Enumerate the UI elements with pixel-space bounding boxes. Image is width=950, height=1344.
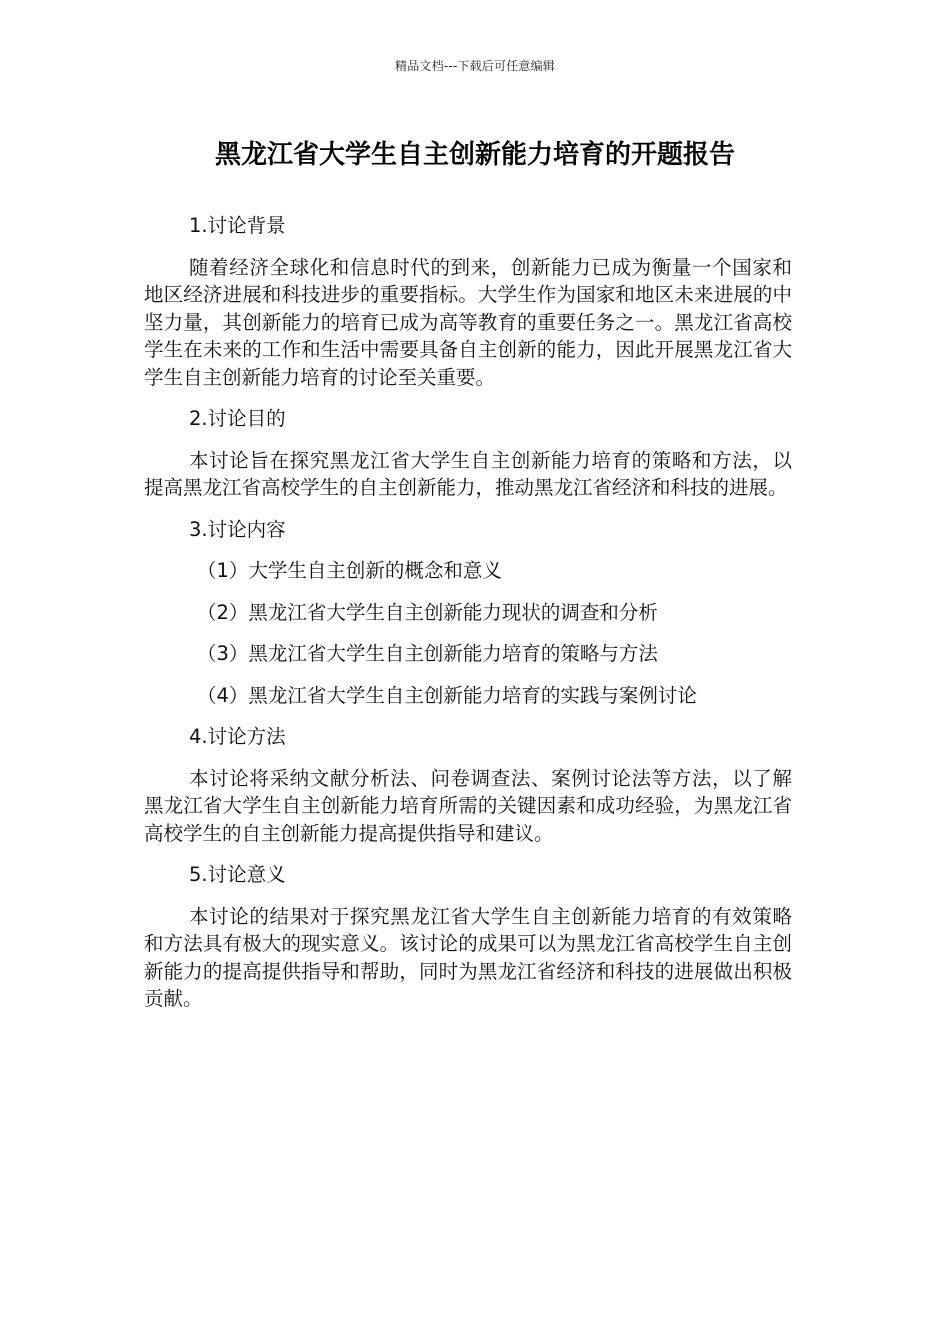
section-heading-significance: 5.讨论意义 (189, 863, 286, 886)
header-note: 精品文档---下载后可任意编辑 (395, 59, 555, 73)
section-body-background: 随着经济全球化和信息时代的到来，创新能力已成为衡量一个国家和地区经济进展和科技进步的重要指标。大学生作为国家和地区未来进展的中坚力量，其创新能力的培育已成为高等教育的重要任务之一。黑龙江省高校学生在未来的工作和生活中需要具备自主创新的能力，因此开展黑龙江省大学生自主创新能力培育的讨论至关重要。 (144, 255, 792, 389)
section-heading-content: 3.讨论内容 (189, 517, 286, 541)
list-item: （4）黑龙江省大学生自主创新能力培育的实践与案例讨论 (197, 683, 697, 707)
list-item: （3）黑龙江省大学生自主创新能力培育的策略与方法 (197, 642, 658, 665)
content-list (144, 557, 792, 709)
section-body-significance: 本讨论的结果对于探究黑龙江省大学生自主创新能力培育的有效策略和方法具有极大的现实意义。该讨论的成果可以为黑龙江省高校学生自主创新能力的提高提供指导和帮助，同时为黑龙江省经济和科技的进展做出积极贡献。 (144, 904, 792, 1010)
section-heading-method: 4.讨论方法 (189, 725, 286, 748)
list-item: （2）黑龙江省大学生自主创新能力现状的调查和分析 (197, 600, 658, 624)
section-heading-purpose: 2.讨论目的 (189, 407, 286, 430)
section-heading-background: 1.讨论背景 (189, 214, 286, 237)
document-body (144, 212, 792, 1027)
section-body-method: 本讨论将采纳文献分析法、问卷调查法、案例讨论法等方法，以了解黑龙江省大学生自主创新能力培育所需的关键因素和成功经验，为黑龙江省高校学生的自主创新能力提高提供指导和建议。 (144, 766, 792, 845)
document-title: 黑龙江省大学生自主创新能力培育的开题报告 (214, 140, 735, 170)
section-body-purpose: 本讨论旨在探究黑龙江省大学生自主创新能力培育的策略和方法，以提高黑龙江省高校学生的自主创新能力，推动黑龙江省经济和科技的进展。 (144, 448, 792, 499)
list-item: （1）大学生自主创新的概念和意义 (197, 559, 502, 582)
